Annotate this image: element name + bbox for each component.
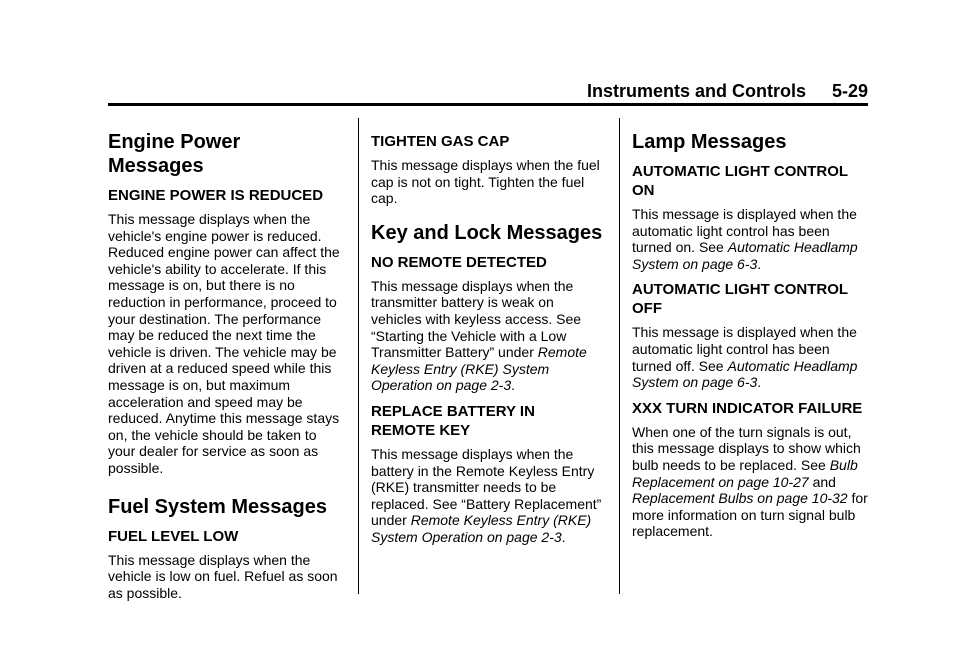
paragraph-engine-power: This message displays when the vehicle's engine power is reduced. Reduced engine power can affect the vehicle's ability to accelerate. If this message is on, but there is no reduction in performance, proceed to your destination. The performance may be reduced the next time the vehicle is driven. The vehicle may be driven at a reduced speed while this message is on, but maximum acceleration and speed may be reduced. Anytime this message stays on, the vehicle should be taken to your dealer for service as soon as possible. bbox=[108, 211, 340, 476]
cross-reference-link[interactable]: Remote Keyless Entry (RKE) System Operation on page 2-3 bbox=[371, 512, 592, 545]
page-number: 5-29 bbox=[831, 81, 868, 101]
subheading-replace-battery: REPLACE BATTERY IN REMOTE KEY bbox=[371, 402, 535, 439]
cross-reference-link[interactable]: Automatic Headlamp System on page 6-3 bbox=[632, 357, 858, 391]
paragraph-fuel-low: This message displays when the vehicle is low on fuel. Refuel as soon as possible. bbox=[108, 551, 338, 601]
paragraph-no-remote bbox=[371, 278, 603, 394]
paragraph-text: This message displays when the battery in the Remote Keyless Entry (RKE) transmitter needs to be replaced. See “Battery Replacement” under bbox=[371, 445, 602, 529]
column-divider bbox=[619, 118, 620, 594]
paragraph-text: . bbox=[757, 255, 762, 272]
subheading-automatic-light-off: AUTOMATIC LIGHT CONTROL OFF bbox=[632, 281, 848, 318]
paragraph-auto-light-off bbox=[632, 324, 870, 390]
cross-reference-link[interactable]: Bulb Replacement on page 10-27 bbox=[632, 456, 858, 490]
cross-reference-link[interactable]: Remote Keyless Entry (RKE) System Operation on page 2-3 bbox=[371, 344, 587, 394]
subheading-turn-indicator-failure: XXX TURN INDICATOR FAILURE bbox=[632, 399, 863, 417]
paragraph-text: When one of the turn signals is out, this message displays to show which bulb needs to be replaced. See bbox=[632, 423, 861, 473]
header-rule bbox=[108, 103, 868, 106]
paragraph-text: . bbox=[511, 377, 515, 394]
paragraph-gas-cap: This message displays when the fuel cap is not on tight. Tighten the fuel cap. bbox=[371, 157, 600, 207]
subheading-fuel-level-low: FUEL LEVEL LOW bbox=[108, 527, 239, 545]
column-left bbox=[108, 118, 340, 607]
column-right bbox=[632, 118, 870, 546]
paragraph-text: and bbox=[808, 473, 836, 490]
page-header bbox=[108, 80, 868, 102]
subheading-no-remote-detected: NO REMOTE DETECTED bbox=[371, 253, 547, 271]
cross-reference-link[interactable]: Replacement Bulbs on page 10-32 bbox=[632, 490, 848, 507]
paragraph-text: This message is displayed when the automatic light control has been turned off. See bbox=[632, 324, 857, 374]
paragraph-replace-battery bbox=[371, 446, 603, 546]
paragraph-auto-light-on bbox=[632, 206, 870, 272]
subheading-tighten-gas-cap: TIGHTEN GAS CAP bbox=[371, 133, 510, 150]
heading-engine-power-messages: Engine Power Messages bbox=[108, 131, 241, 177]
section-title: Instruments and Controls bbox=[586, 81, 806, 101]
heading-lamp-messages: Lamp Messages bbox=[632, 131, 787, 153]
paragraph-turn-indicator bbox=[632, 424, 870, 540]
paragraph-text: . bbox=[561, 528, 566, 545]
column-divider bbox=[358, 118, 359, 594]
paragraph-text: This message is displayed when the automatic light control has been turned on. See bbox=[632, 206, 857, 256]
paragraph-text: . bbox=[757, 374, 762, 391]
subheading-automatic-light-on: AUTOMATIC LIGHT CONTROL ON bbox=[632, 163, 848, 199]
column-middle bbox=[371, 118, 603, 552]
cross-reference-link[interactable]: Automatic Headlamp System on page 6-3 bbox=[632, 239, 858, 272]
paragraph-text: for more information on turn signal bulb replacement. bbox=[632, 490, 868, 540]
paragraph-text: This message displays when the transmitter battery is weak on vehicles with keyless access. See “Starting the Vehicle with a Low Transmitter Battery” under bbox=[371, 277, 582, 361]
heading-fuel-system-messages: Fuel System Messages bbox=[108, 495, 327, 518]
heading-key-lock-messages: Key and Lock Messages bbox=[371, 221, 603, 244]
subheading-engine-power-reduced: ENGINE POWER IS REDUCED bbox=[108, 187, 324, 204]
